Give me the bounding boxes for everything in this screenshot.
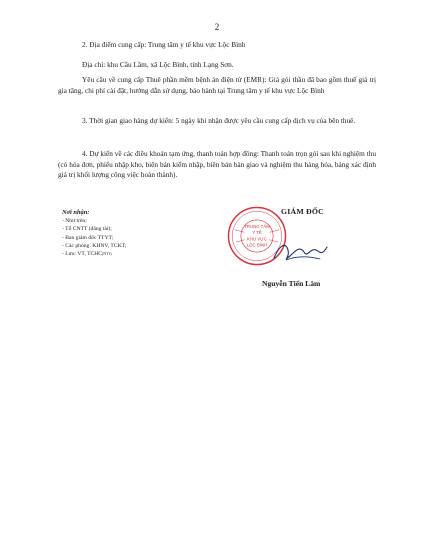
recipients-title: Nơi nhận: — [62, 209, 90, 216]
paragraph-location: 2. Địa điểm cung cấp: Trung tâm y tế khu vực Lộc Bình — [82, 40, 246, 49]
signer-name: Nguyễn Tiến Lâm — [262, 279, 321, 288]
recipient-item: - Ban giám đốc TTYT; — [62, 234, 114, 241]
stamp-line: LỘC BÌNH — [246, 242, 268, 248]
recipient-item — [62, 250, 126, 258]
stamp-line: Y TẾ — [252, 230, 262, 236]
recipient-item: - Như trên; — [62, 218, 87, 224]
recipients-block — [62, 209, 126, 258]
paragraph-delivery: 3. Thời gian giao hàng dự kiến: 5 ngày khi nhận được yêu cầu cung cấp dịch vụ của bên thuê. — [82, 116, 356, 125]
recipient-item: - Tổ CNTT (đăng tải); — [62, 226, 112, 233]
stamp-line: TRUNG TÂM — [244, 223, 270, 229]
page-number: 2 — [214, 22, 220, 32]
paragraph-requirement: Yêu cầu về cung cấp Thuê phần mềm bệnh án điện tử (EMR): Giá gói thầu đã bao gồm thuế giá trị gia tăng, chi phí cài đặt, hướng dẫn sử dụng, bảo hành tại Trung tâm y tế khu vực Lộc Bình — [58, 75, 376, 95]
recipient-item: - Các phòng: KHNV, TCKT; — [62, 242, 127, 249]
paragraph-payment: 4. Dự kiến về các điều khoản tạm ứng, thanh toán hợp đồng: Thanh toán trọn gói sau khi nghiệm thu (có hóa đơn, phiếu nhập kho, biên bản kiểm nhập, biên bản bàn giao và nghiệm thu hàng hóa, bảng xác định giá trị khối lượng công việc hoàn thành). — [58, 149, 376, 180]
paragraph-address: Địa chỉ: khu Cầu Lầm, xã Lộc Bình, tỉnh Lạng Sơn. — [82, 60, 234, 69]
recipient-archive: - Lưu: VT, TCHC — [62, 251, 103, 258]
handwritten-signature — [270, 238, 330, 266]
recipient-archive-suffix: (NT1). — [102, 252, 113, 257]
stamp-line: KHU VỰC — [246, 236, 268, 242]
director-title: GIÁM ĐỐC — [281, 207, 324, 216]
